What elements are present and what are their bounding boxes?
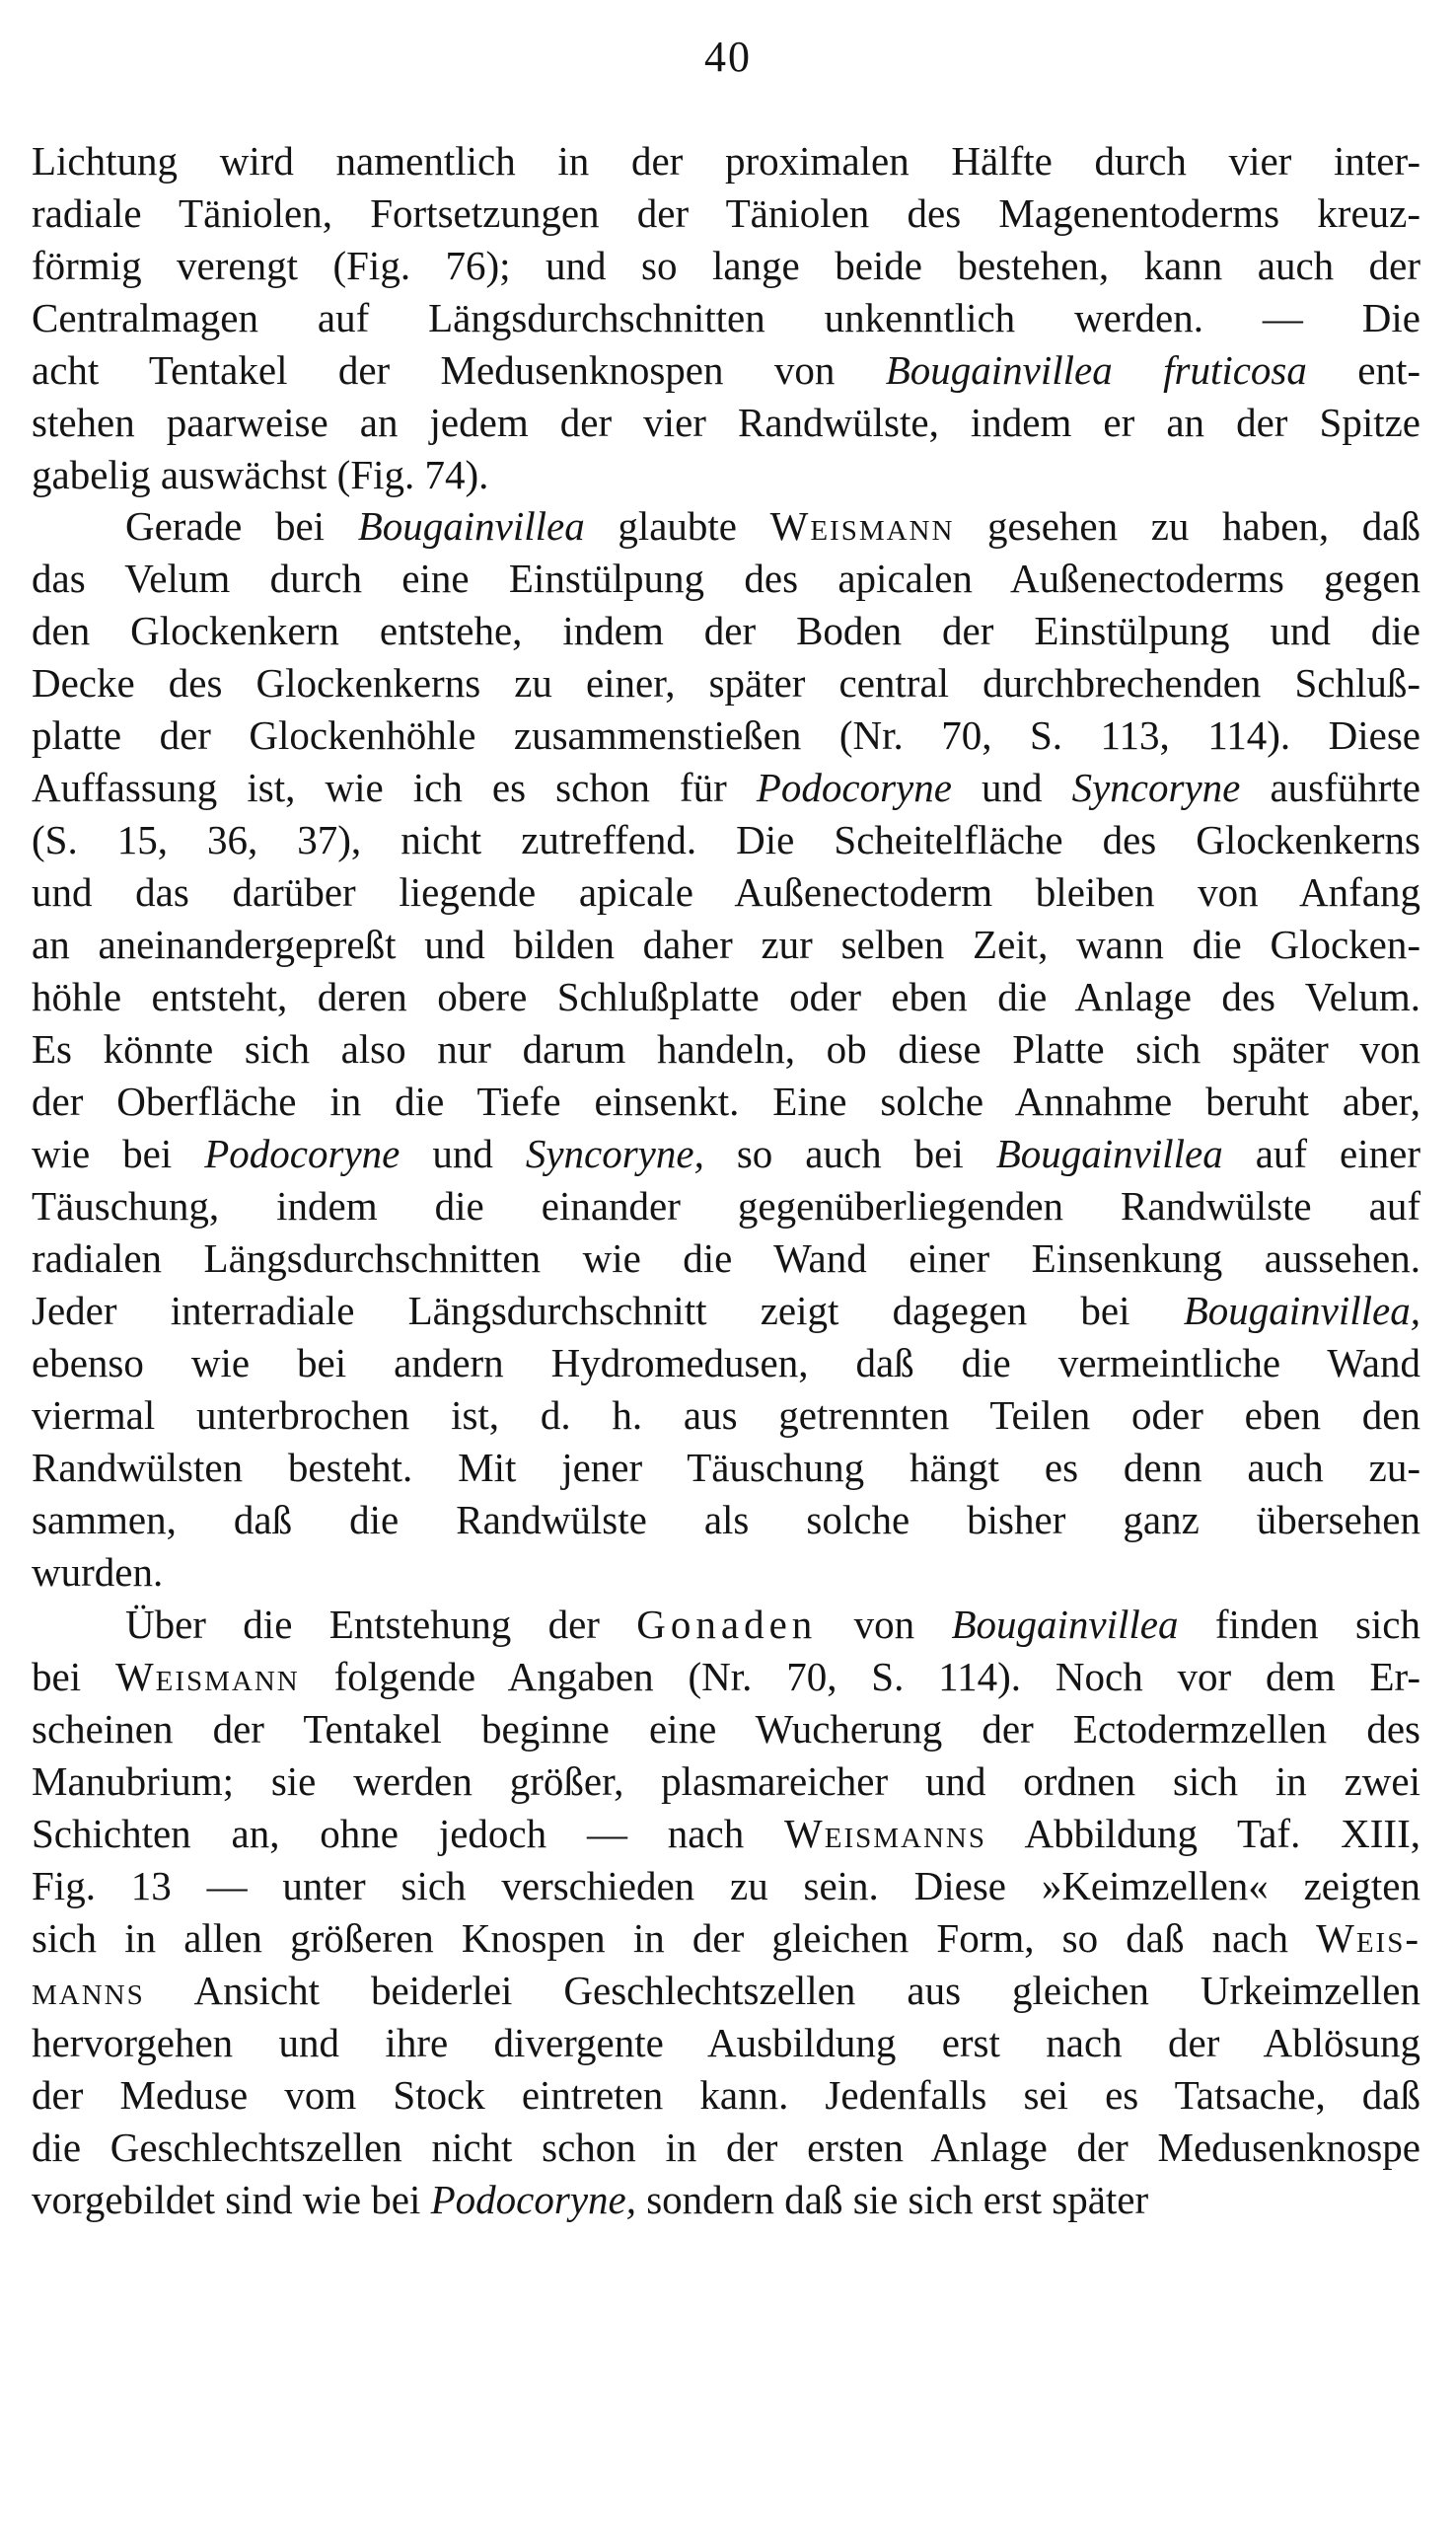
text-run: Über die Entstehung der (125, 1602, 637, 1647)
text-line (32, 2015, 1420, 2070)
italic-taxon: Bougainvillea, (1183, 1288, 1420, 1333)
italic-taxon: Bougainvillea fruticosa (885, 347, 1307, 393)
text-line (32, 1858, 1420, 1913)
text-run: scheinen der Tentakel beginne eine Wucherung der Ectodermzellen des (32, 1706, 1420, 1752)
text-run: hervorgehen und ihre divergente Ausbildung erst nach der Ablösung (32, 2020, 1420, 2065)
text-line (32, 1335, 1420, 1390)
text-line (32, 1910, 1420, 1966)
text-run: viermal unterbrochen ist, d. h. aus getrennten Teilen oder eben den (32, 1392, 1420, 1438)
author-name: Weismann (769, 503, 955, 549)
text-run: stehen paarweise an jedem der vier Randwülste, indem er an der Spitze (32, 400, 1420, 445)
text-line (32, 708, 1420, 763)
author-name: Weismanns (784, 1811, 986, 1856)
text-run: radiale Täniolen, Fortsetzungen der Täniolen des Magenentoderms kreuz- (32, 190, 1420, 236)
italic-taxon: Syncoryne (1071, 765, 1241, 810)
italic-taxon: Podocoryne, (430, 2177, 636, 2222)
text-run: (S. 15, 36, 37), nicht zutreffend. Die Scheitelfläche des Glockenkerns (32, 817, 1420, 862)
italic-taxon: Bougainvillea (357, 503, 585, 549)
text-line (32, 1126, 1420, 1181)
text-line (32, 969, 1420, 1024)
text-line (125, 498, 1420, 554)
text-line (32, 1492, 1420, 1547)
text-line (32, 1021, 1420, 1077)
text-line (32, 290, 1420, 345)
text-run: acht Tentakel der Medusenknospen von (32, 347, 886, 393)
text-run: ausführte (1240, 765, 1421, 810)
text-run: und das darüber liegende apicale Außenectoderm bleiben von Anfang (32, 869, 1420, 915)
text-line (32, 342, 1420, 398)
author-name: manns (32, 1968, 145, 2013)
text-line (32, 1231, 1420, 1286)
text-run: ent- (1306, 347, 1420, 393)
text-line (32, 1440, 1420, 1495)
italic-taxon: Syncoryne, (525, 1131, 704, 1176)
text-line (32, 760, 1420, 815)
text-line (32, 1963, 1420, 2018)
text-line (32, 2172, 1420, 2227)
text-line (32, 1753, 1420, 1809)
text-run: platte der Glockenhöhle zusammenstießen (Nr. 70, S. 113, 114). Diese (32, 712, 1420, 758)
text-line (32, 1544, 1420, 1600)
text-run: Täuschung, indem die einander gegenüberliegenden Randwülste auf (32, 1183, 1420, 1229)
text-run: Manubrium; sie werden größer, plasmareicher und ordnen sich in zwei (32, 1758, 1420, 1804)
text-run: und (951, 765, 1072, 810)
text-line (32, 1649, 1420, 1704)
text-run: bei (32, 1654, 115, 1699)
text-run: sammen, daß die Randwülste als solche bisher ganz übersehen (32, 1497, 1420, 1542)
text-run: auf einer (1222, 1131, 1420, 1176)
text-line (32, 1806, 1420, 1861)
text-run: Fig. 13 — unter sich verschieden zu sein. Diese »Keimzellen« zeigten (32, 1863, 1420, 1908)
text-line (32, 655, 1420, 710)
text-run: das Velum durch eine Einstülpung des apicalen Außenectoderms gegen (32, 556, 1420, 601)
text-run: sondern daß sie sich erst später (635, 2177, 1149, 2222)
text-line (125, 1597, 1420, 1652)
text-run: der Meduse vom Stock eintreten kann. Jedenfalls sei es Tatsache, daß (32, 2072, 1420, 2118)
text-run: und (400, 1131, 526, 1176)
author-name: Weismann (114, 1654, 300, 1699)
italic-taxon: Bougainvillea (995, 1131, 1223, 1176)
text-run: der Oberfläche in die Tiefe einsenkt. Eine solche Annahme beruht aber, (32, 1079, 1420, 1124)
text-line (32, 917, 1420, 972)
text-run: finden sich (1178, 1602, 1420, 1647)
text-run: Randwülsten besteht. Mit jener Täuschung hängt es denn auch zu- (32, 1445, 1420, 1490)
text-run: Decke des Glockenkerns zu einer, später central durchbrechenden Schluß- (32, 660, 1420, 706)
text-run: glaubte (584, 503, 770, 549)
text-run: höhle entsteht, deren obere Schlußplatte oder eben die Anlage des Velum. (32, 974, 1420, 1019)
text-run: Lichtung wird namentlich in der proximalen Hälfte durch vier inter- (32, 138, 1420, 184)
text-run: wie bei (32, 1131, 205, 1176)
text-line (32, 1701, 1420, 1756)
text-run: Abbildung Taf. XIII, (985, 1811, 1420, 1856)
text-line (32, 1283, 1420, 1338)
text-run: Ansicht beiderlei Geschlechtszellen aus gleichen Urkeimzellen (144, 1968, 1420, 2013)
italic-taxon: Podocoryne (204, 1131, 400, 1176)
text-run: den Glockenkern entstehe, indem der Boden der Einstülpung und die (32, 608, 1420, 653)
text-run: Es könnte sich also nur darum handeln, ob diese Platte sich später von (32, 1026, 1420, 1072)
text-run: radialen Längsdurchschnitten wie die Wand einer Einsenkung aussehen. (32, 1235, 1420, 1281)
text-run: Schichten an, ohne jedoch — nach (32, 1811, 785, 1856)
text-run: vorgebildet sind wie bei (32, 2177, 431, 2222)
text-line (32, 186, 1420, 241)
text-run: von (817, 1602, 952, 1647)
text-line (32, 238, 1420, 293)
spaced-term: Gonaden (636, 1602, 818, 1647)
text-line (32, 2067, 1420, 2123)
text-line (32, 812, 1420, 867)
text-run: sich in allen größeren Knospen in der gleichen Form, so daß nach (32, 1915, 1317, 1961)
text-line (32, 1178, 1420, 1233)
text-run: Auffassung ist, wie ich es schon für (32, 765, 757, 810)
italic-taxon: Bougainvillea (951, 1602, 1179, 1647)
text-run: so auch bei (703, 1131, 996, 1176)
text-run: folgende Angaben (Nr. 70, S. 114). Noch vor dem Er- (299, 1654, 1420, 1699)
text-line (32, 1074, 1420, 1129)
text-run: Gerade bei (125, 503, 358, 549)
text-run: ebenso wie bei andern Hydromedusen, daß die vermeintliche Wand (32, 1340, 1420, 1385)
text-run: gabelig auswächst (Fig. 74). (32, 452, 489, 497)
text-line (32, 551, 1420, 606)
text-run: wurden. (32, 1549, 164, 1595)
text-line (32, 133, 1420, 188)
author-name: Weis- (1316, 1915, 1420, 1961)
text-line (32, 1387, 1420, 1443)
text-line (32, 395, 1420, 450)
text-run: Centralmagen auf Längsdurchschnitten unkenntlich werden. — Die (32, 295, 1420, 340)
text-run: förmig verengt (Fig. 76); und so lange beide bestehen, kann auch der (32, 243, 1420, 288)
text-line (32, 603, 1420, 658)
text-run: die Geschlechtszellen nicht schon in der ersten Anlage der Medusenknospe (32, 2125, 1420, 2170)
text-line (32, 2120, 1420, 2175)
italic-taxon: Podocoryne (756, 765, 952, 810)
page-number: 40 (704, 33, 752, 81)
text-run: gesehen zu haben, daß (954, 503, 1420, 549)
text-run: an aneinandergepreßt und bilden daher zur selben Zeit, wann die Glocken- (32, 922, 1420, 967)
text-run: Jeder interradiale Längsdurchschnitt zeigt dagegen bei (32, 1288, 1184, 1333)
text-line (32, 864, 1420, 920)
text-line (32, 447, 1420, 502)
